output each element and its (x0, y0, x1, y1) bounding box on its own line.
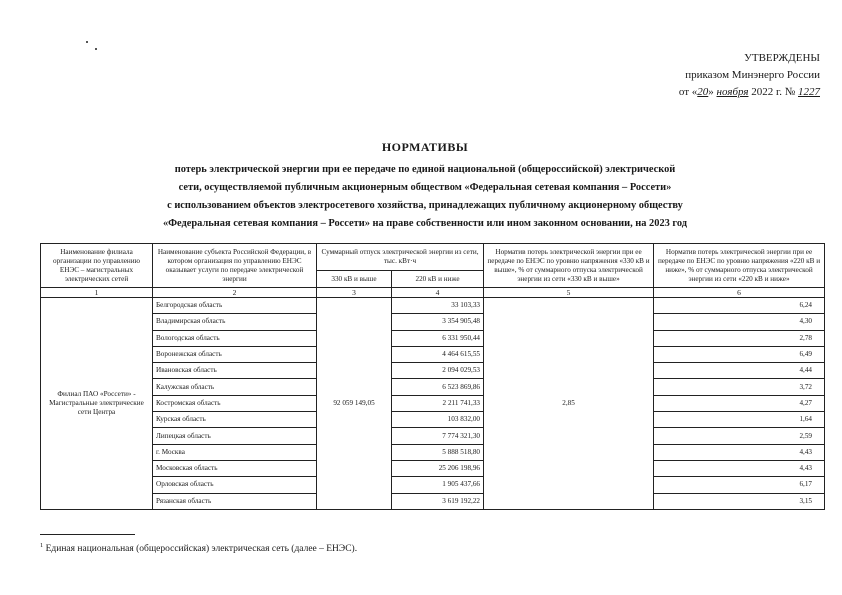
table-row (41, 460, 825, 476)
supply-220-cell: 25 206 198,96 (392, 460, 484, 476)
header-branch: Наименование филиала организации по управлению ЕНЭС – магистральных электрических сетей (41, 244, 153, 288)
footnote-text: Единая национальная (общероссийская) электрическая сеть (далее – ЕНЭС). (43, 544, 358, 555)
supply-220-cell: 6 523 869,86 (392, 379, 484, 395)
region-cell: Калужская область (153, 379, 317, 395)
scan-speck (95, 48, 97, 50)
supply-220-cell: 3 354 905,48 (392, 314, 484, 330)
supply-220-cell: 5 888 518,80 (392, 444, 484, 460)
approval-title: УТВЕРЖДЕНЫ (744, 52, 820, 64)
region-cell: Рязанская область (153, 493, 317, 509)
approval-date-prefix: от « (678, 86, 698, 98)
supply-220-cell: 103 832,00 (392, 412, 484, 428)
header-norm-220: Норматив потерь электрической энергии при ее передаче по ЕНЭС по уровню напряжения «220 кВ и ниже», % от суммарного отпуска электрической энергии из сети «220 кВ и ниже» (654, 244, 825, 288)
supply-220-cell: 4 464 615,55 (392, 346, 484, 362)
norm-220-cell: 2,78 (654, 330, 825, 346)
table-row (41, 428, 825, 444)
region-cell: Владимирская область (153, 314, 317, 330)
norm-220-cell: 6,49 (654, 346, 825, 362)
table-row (41, 314, 825, 330)
region-cell: Московская область (153, 460, 317, 476)
region-cell: г. Москва (153, 444, 317, 460)
title-main: НОРМАТИВЫ (381, 140, 469, 154)
header-supply: Суммарный отпуск электрической энергии из сети, тыс. кВт·ч (317, 244, 484, 271)
approval-date-mid: » (708, 86, 717, 98)
norm-220-cell: 3,15 (654, 493, 825, 509)
supply-220-cell: 33 103,33 (392, 298, 484, 314)
title-line-2: сети, осуществляемой публичным акционерным обществом «Федеральная сетевая компания – Россети» (178, 182, 672, 193)
footnote-divider (40, 534, 135, 535)
supply-220-cell: 1 905 437,66 (392, 477, 484, 493)
approval-number: 1227 (798, 86, 820, 98)
table-row (41, 477, 825, 493)
region-cell: Курская область (153, 412, 317, 428)
table-row (41, 395, 825, 411)
region-cell: Воронежская область (153, 346, 317, 362)
column-number: 2 (153, 288, 317, 298)
approval-month: ноября (716, 86, 749, 98)
supply-330-total: 92 059 149,05 (317, 298, 392, 510)
header-subject: Наименование субъекта Российской Федерации, в котором организация по управлению ЕНЭС оказывает услуги по передаче электрической энергии (153, 244, 317, 288)
norm-220-cell: 3,72 (654, 379, 825, 395)
column-number-row (41, 288, 825, 298)
norms-table (40, 243, 825, 510)
approval-day: 20 (697, 86, 709, 98)
table-row (41, 298, 825, 314)
column-number: 3 (317, 288, 392, 298)
table-row (41, 363, 825, 379)
region-cell: Вологодская область (153, 330, 317, 346)
table-row (41, 493, 825, 509)
footnote-marker: 1 (40, 542, 44, 549)
norm-220-cell: 4,43 (654, 444, 825, 460)
branch-cell: Филиал ПАО «Россети» - Магистральные электрические сети Центра (41, 298, 153, 510)
approval-date (600, 84, 820, 101)
region-cell: Белгородская область (153, 298, 317, 314)
norm-220-cell: 4,44 (654, 363, 825, 379)
norm-220-cell: 4,27 (654, 395, 825, 411)
approval-order: приказом Минэнерго России (685, 69, 820, 81)
table-row (41, 330, 825, 346)
norm-220-cell: 4,30 (654, 314, 825, 330)
document-title (40, 140, 810, 233)
column-number: 4 (392, 288, 484, 298)
table-row (41, 444, 825, 460)
column-number: 1 (41, 288, 153, 298)
title-line-1: потерь электрической энергии при ее передаче по единой национальной (общероссийской) электрической (174, 164, 676, 175)
column-number: 6 (654, 288, 825, 298)
norm-220-cell: 2,59 (654, 428, 825, 444)
scan-speck (86, 41, 88, 43)
supply-220-cell: 2 211 741,33 (392, 395, 484, 411)
region-cell: Костромская область (153, 395, 317, 411)
approval-year: 2022 г. № (748, 86, 798, 98)
approval-stamp (600, 50, 820, 101)
region-cell: Орловская область (153, 477, 317, 493)
table-row (41, 346, 825, 362)
table-row (41, 379, 825, 395)
title-line-3: с использованием объектов электросетевого хозяйства, принадлежащих публичному акционерному обществу (167, 200, 683, 211)
supply-220-cell: 3 619 192,22 (392, 493, 484, 509)
supply-220-cell: 7 774 321,30 (392, 428, 484, 444)
header-supply-330: 330 кВ и выше (317, 271, 392, 288)
header-supply-220: 220 кВ и ниже (392, 271, 484, 288)
norm-220-cell: 6,24 (654, 298, 825, 314)
title-line-4: «Федеральная сетевая компания – Россети» на праве собственности или ином законном основании, на 2023 год (162, 218, 688, 229)
norm-220-cell: 1,64 (654, 412, 825, 428)
column-number: 5 (484, 288, 654, 298)
norm-220-cell: 6,17 (654, 477, 825, 493)
region-cell: Ивановская область (153, 363, 317, 379)
region-cell: Липецкая область (153, 428, 317, 444)
supply-220-cell: 6 331 950,44 (392, 330, 484, 346)
header-norm-330: Норматив потерь электрической энергии при ее передаче по ЕНЭС по уровню напряжения «330 кВ и выше», % от суммарного отпуска электрической энергии из сети «330 кВ и выше» (484, 244, 654, 288)
table-row (41, 412, 825, 428)
footnote (40, 542, 357, 554)
norm-330-value: 2,85 (484, 298, 654, 510)
supply-220-cell: 2 094 029,53 (392, 363, 484, 379)
norm-220-cell: 4,43 (654, 460, 825, 476)
